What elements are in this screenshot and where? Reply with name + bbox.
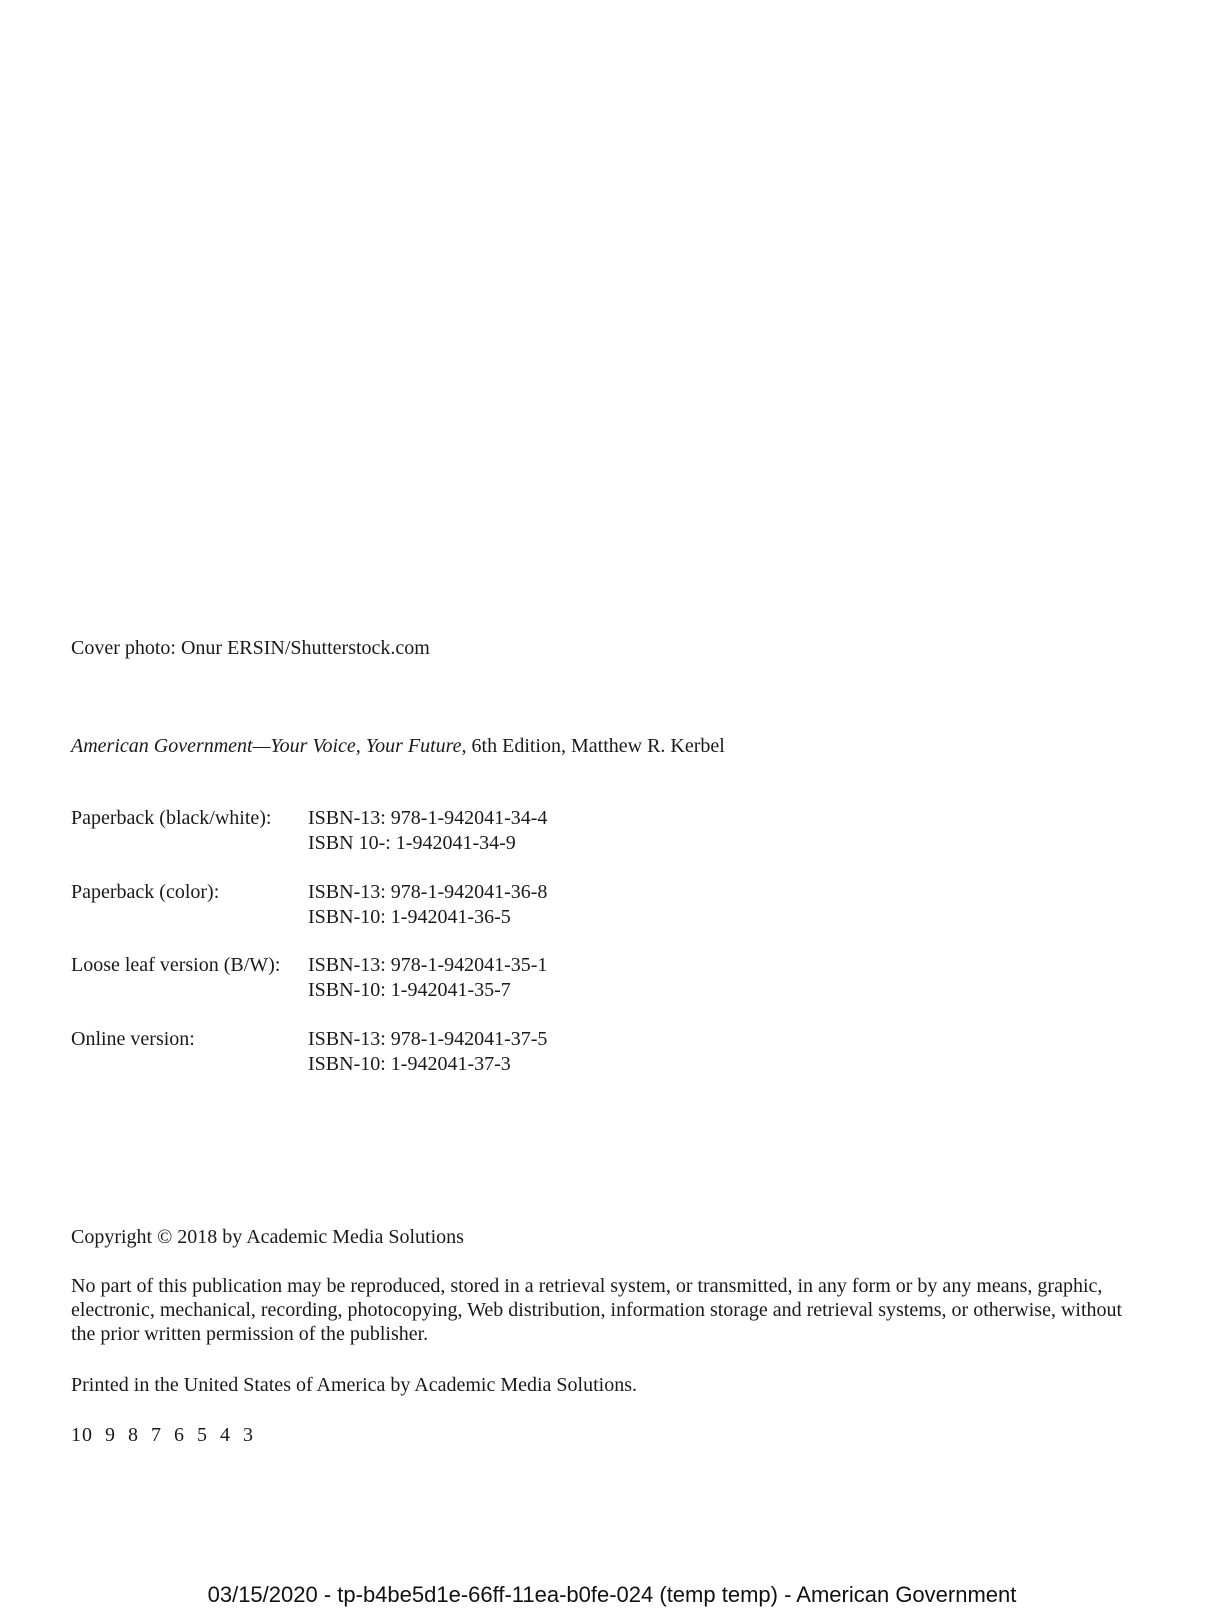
book-title: American Government—Your Voice, Your Future [71,735,462,757]
printing-number-line: 10 9 8 7 6 5 4 3 [71,1424,254,1446]
footer-print-stamp: 03/15/2020 - tp-b4be5d1e-66ff-11ea-b0fe-024 (temp temp) - American Government [207,1582,1017,1607]
isbn-format-label: Paperback (color): [71,881,220,903]
isbn-13: ISBN-13: 978-1-942041-36-8 [308,881,548,903]
isbn-13: ISBN-13: 978-1-942041-35-1 [308,954,548,976]
isbn-format-label: Loose leaf version (B/W): [71,954,281,976]
isbn-13: ISBN-13: 978-1-942041-37-5 [308,1028,548,1050]
isbn-10: ISBN-10: 1-942041-35-7 [308,979,511,1001]
isbn-13: ISBN-13: 978-1-942041-34-4 [308,807,548,829]
isbn-10: ISBN-10: 1-942041-36-5 [308,906,511,928]
printed-in-line: Printed in the United States of America by Academic Media Solutions. [71,1374,638,1396]
isbn-10: ISBN 10-: 1-942041-34-9 [308,832,516,854]
isbn-10: ISBN-10: 1-942041-37-3 [308,1053,511,1075]
book-edition-author: , 6th Edition, Matthew R. Kerbel [461,735,725,757]
rights-notice: No part of this publication may be reproduced, stored in a retrieval system, or transmitted, in any form or by any means, graphic, electronic, mechanical, recording, photocopying, Web distribution, information storage and retrieval systems, or otherwise, without the prior written permission of the publisher. [71,1275,1123,1345]
isbn-format-label: Online version: [71,1028,195,1050]
cover-photo-credit: Cover photo: Onur ERSIN/Shutterstock.com [71,637,430,659]
isbn-format-label: Paperback (black/white): [71,807,272,829]
copyright-line: Copyright © 2018 by Academic Media Solutions [71,1226,464,1248]
book-title-line [71,734,725,758]
